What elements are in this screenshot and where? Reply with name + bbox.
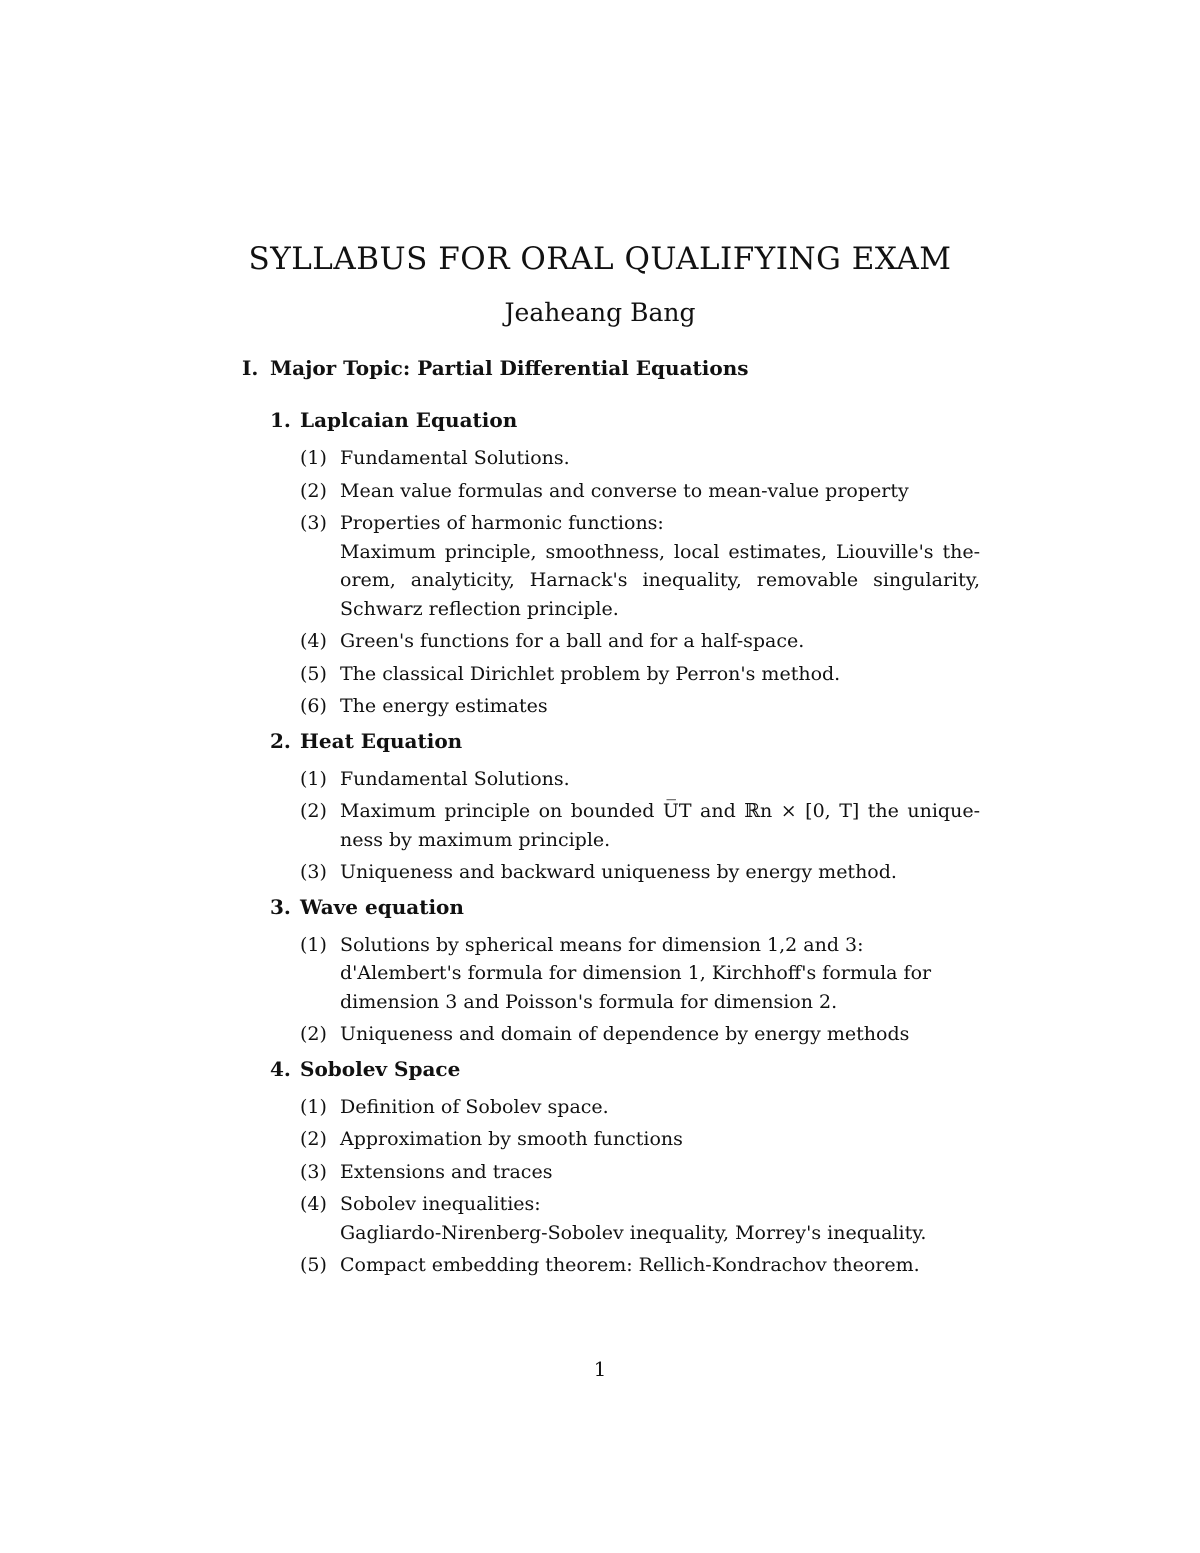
item-label: (3) (300, 861, 327, 883)
item-text-line: Definition of Sobolev space. (340, 1095, 609, 1118)
item-text-line: Properties of harmonic functions: (340, 512, 664, 534)
item-text-line: ness by maximum principle. (340, 828, 611, 851)
item-label: (4) (300, 630, 327, 652)
section-items (300, 931, 980, 1049)
list-item (300, 444, 980, 473)
list-item (300, 1158, 980, 1187)
list-item (300, 660, 980, 689)
section-number: 3. (270, 894, 291, 919)
item-text-line: Approximation by smooth functions (340, 1128, 683, 1150)
section-title: Heat Equation (300, 728, 463, 753)
major-topic-number: I. (242, 356, 259, 380)
item-label: (1) (300, 933, 327, 956)
section-items (300, 444, 980, 721)
item-text-line: orem, analyticity, Harnack's inequality, removable singularity, (340, 569, 980, 591)
item-text-line: Maximum principle, smoothness, local estimates, Liouville's the- (340, 540, 980, 563)
section-number: 4. (270, 1056, 291, 1081)
section-number: 2. (270, 728, 291, 753)
page-number: 1 (593, 1357, 607, 1381)
section-title: Wave equation (300, 894, 464, 919)
item-label: (2) (300, 1023, 327, 1045)
item-label: (1) (300, 1095, 327, 1118)
item-text-line: Gagliardo-Nirenberg-Sobolev inequality, Morrey's inequality. (340, 1221, 927, 1244)
section-items (300, 765, 980, 887)
item-label: (3) (300, 512, 327, 534)
item-label: (6) (300, 695, 327, 717)
item-text-line: Sobolev inequalities: (340, 1193, 541, 1215)
list-item (300, 1020, 980, 1049)
item-label: (5) (300, 1254, 327, 1276)
item-label: (2) (300, 479, 327, 502)
list-item (300, 509, 980, 623)
item-label: (2) (300, 1128, 327, 1150)
item-label: (3) (300, 1160, 327, 1183)
item-text-line: Extensions and traces (340, 1160, 553, 1183)
list-item (300, 1093, 980, 1122)
section-heading (270, 727, 980, 755)
item-label: (4) (300, 1193, 327, 1215)
section (270, 727, 980, 887)
section-title: Laplcaian Equation (300, 408, 518, 432)
list-item (300, 1190, 980, 1247)
item-text-line: Uniqueness and domain of dependence by energy methods (340, 1023, 910, 1045)
item-text-line: The classical Dirichlet problem by Perron's method. (340, 662, 841, 685)
section-number: 1. (270, 408, 291, 432)
item-text-line: Compact embedding theorem: Rellich-Kondrachov theorem. (340, 1254, 920, 1276)
item-label: (1) (300, 767, 327, 790)
document-title: SYLLABUS FOR ORAL QUALIFYING EXAM (248, 241, 952, 277)
item-text-line: The energy estimates (340, 695, 548, 717)
list-item (300, 692, 980, 721)
list-item (300, 1125, 980, 1154)
section (270, 1055, 980, 1280)
list-item (300, 931, 980, 1017)
section (270, 893, 980, 1049)
list-item (300, 627, 980, 656)
section-heading (270, 893, 980, 921)
item-text-line: Schwarz reflection principle. (340, 597, 619, 620)
item-text-line: Solutions by spherical means for dimension 1,2 and 3: (340, 933, 864, 956)
item-text-line: Mean value formulas and converse to mean-value property (340, 479, 909, 502)
major-topic-heading (242, 354, 749, 382)
major-topic-label: Major Topic: Partial Differential Equations (270, 356, 749, 380)
item-text-line: dimension 3 and Poisson's formula for dimension 2. (340, 990, 838, 1013)
item-text-line: Green's functions for a ball and for a half-space. (340, 630, 805, 652)
section (270, 406, 980, 721)
section-items (300, 1093, 980, 1280)
item-text-line: Fundamental Solutions. (340, 767, 570, 790)
author-name: Jeaheang Bang (504, 298, 696, 327)
item-text-line: d'Alembert's formula for dimension 1, Kirchhoff's formula for (340, 962, 932, 984)
list-item (300, 765, 980, 794)
item-text-line: Maximum principle on bounded U̅T and ℝn × [0, T] the unique- (340, 800, 980, 822)
item-label: (1) (300, 447, 327, 469)
list-item (300, 477, 980, 506)
item-label: (2) (300, 800, 327, 822)
list-item (300, 797, 980, 854)
list-item (300, 858, 980, 887)
section-heading (270, 1055, 980, 1083)
item-label: (5) (300, 662, 327, 685)
section-heading (270, 406, 980, 434)
list-item (300, 1251, 980, 1280)
section-title: Sobolev Space (300, 1056, 461, 1081)
item-text-line: Fundamental Solutions. (340, 447, 570, 469)
item-text-line: Uniqueness and backward uniqueness by energy method. (340, 861, 897, 883)
syllabus-sections (270, 406, 980, 1286)
